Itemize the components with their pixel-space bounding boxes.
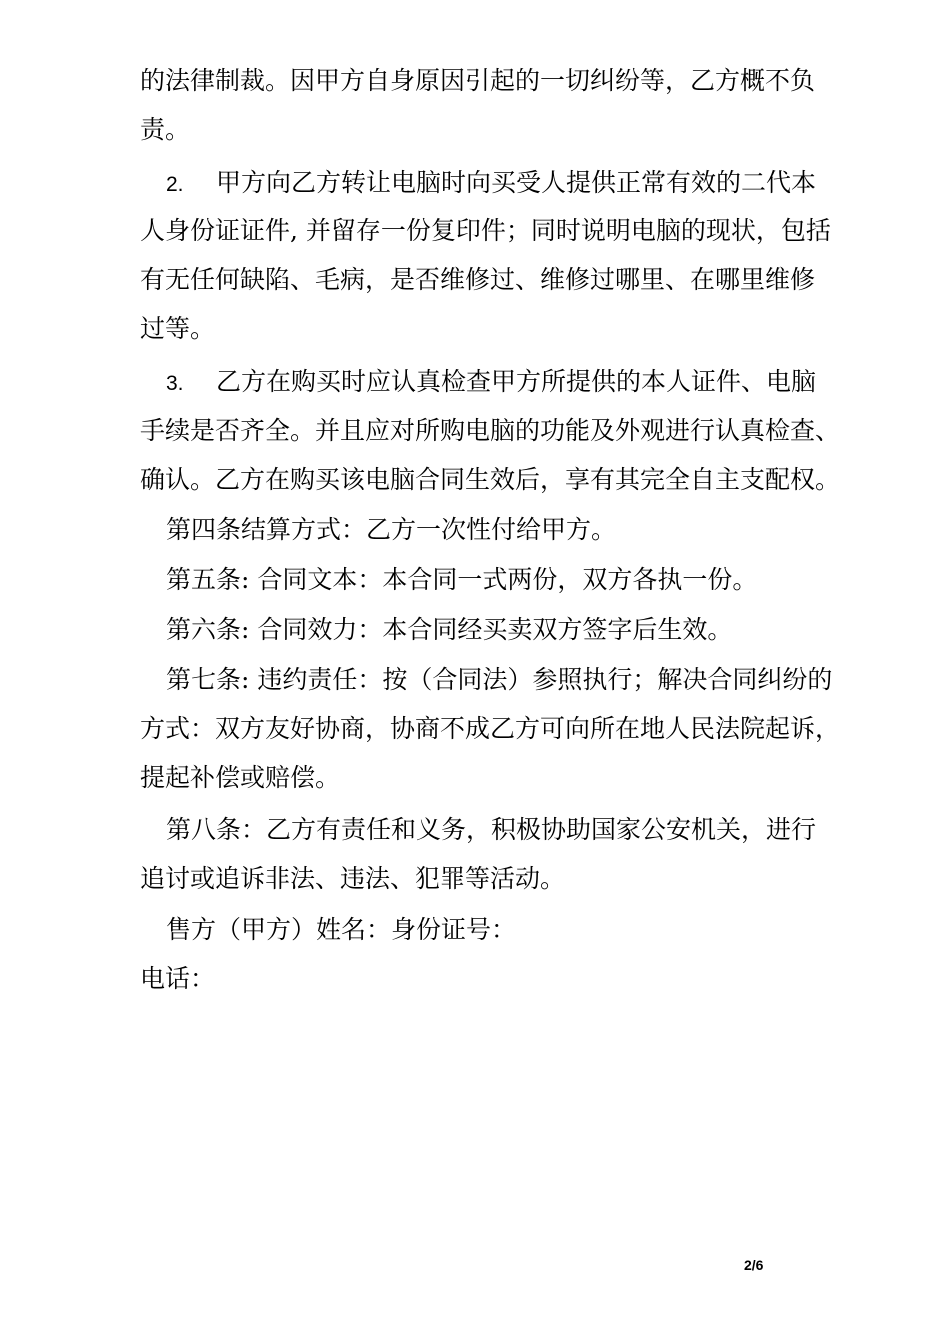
paragraph-line: 人身份证证件, 并留存一份复印件；同时说明电脑的现状，包括 <box>140 216 831 245</box>
article-6: 第六条: 合同效力：本合同经买卖双方签字后生效。 <box>166 615 733 644</box>
paragraph-line: 手续是否齐全。并且应对所购电脑的功能及外观进行认真检查、 <box>140 416 841 445</box>
phone-line: 电话： <box>140 964 216 993</box>
paragraph-line: 过等。 <box>140 314 216 343</box>
paragraph-line: 有无任何缺陷、毛病，是否维修过、维修过哪里、在哪里维修 <box>140 265 816 294</box>
paragraph-line: 方式：双方友好协商，协商不成乙方可向所在地人民法院起诉， <box>140 714 841 743</box>
paragraph-line: 甲方向乙方转让电脑时向买受人提供正常有效的二代本 <box>216 168 817 197</box>
paragraph-line: 确认。乙方在购买该电脑合同生效后，享有其完全自主支配权。 <box>140 465 841 494</box>
paragraph-line: 的法律制裁。因甲方自身原因引起的一切纠纷等，乙方概不负 <box>140 66 816 95</box>
article-4: 第四条结算方式：乙方一次性付给甲方。 <box>166 515 617 544</box>
seller-signature-line: 售方（甲方）姓名：身份证号： <box>166 915 517 944</box>
page-number: 2/6 <box>744 1257 764 1273</box>
article-7: 第七条: 违约责任：按（合同法）参照执行；解决合同纠纷的 <box>166 665 833 694</box>
list-item-2 <box>166 167 816 201</box>
list-item-number: 2. <box>166 173 184 196</box>
list-item-number: 3. <box>166 372 184 395</box>
article-8: 第八条：乙方有责任和义务，积极协助国家公安机关，进行 <box>166 815 817 844</box>
paragraph-line: 追讨或追诉非法、违法、犯罪等活动。 <box>140 864 566 893</box>
paragraph-line: 责。 <box>140 115 191 144</box>
list-item-3 <box>166 366 816 400</box>
paragraph-line: 提起补偿或赔偿。 <box>140 763 341 792</box>
paragraph-line: 乙方在购买时应认真检查甲方所提供的本人证件、电脑 <box>216 367 817 396</box>
article-5: 第五条: 合同文本：本合同一式两份，双方各执一份。 <box>166 565 758 594</box>
